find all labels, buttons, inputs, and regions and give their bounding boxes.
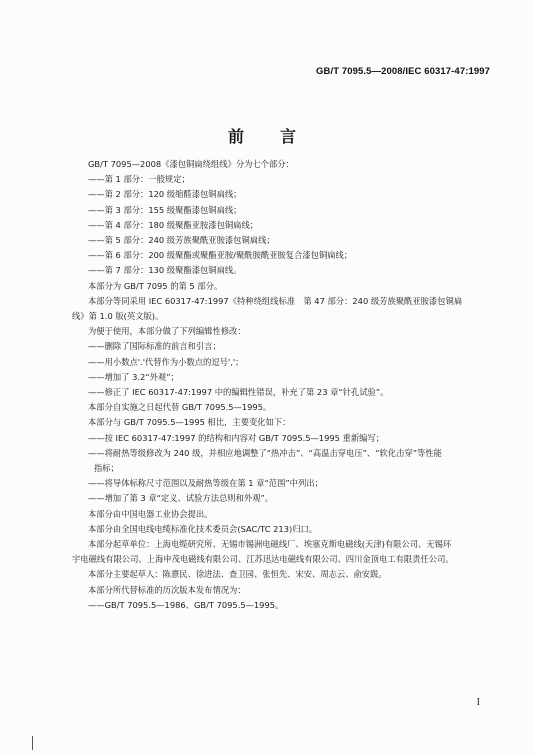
paragraph: 本部分所代替标准的历次版本发布情况为： xyxy=(88,584,246,595)
list-item: ——按 IEC 60317-47:1997 的结构和内容对 GB/T 7095.5—1995 重新编写； xyxy=(88,432,385,443)
list-item: ——增加了第 3 章“定义、试验方法总则和外观”。 xyxy=(88,493,274,504)
list-item: ——第 1 部分：一般规定； xyxy=(88,174,190,185)
list-item: ——GB/T 7095.5—1986、GB/T 7095.5—1995。 xyxy=(88,599,284,610)
foreword-body xyxy=(72,157,490,613)
list-item: ——第 3 部分：155 级聚酯漆包铜扁线； xyxy=(88,204,242,215)
paragraph: 本部分主要起草人：陈憙民、徐进法、查卫园、张恒先、宋安、周志云、俞安跋。 xyxy=(88,569,387,580)
page-title: 前 言 xyxy=(227,127,306,146)
paragraph: 本部分与 GB/T 7095.5—1995 相比，主要变化如下： xyxy=(88,417,291,428)
paragraph: 本部分由全国电线电缆标准化技术委员会(SAC/TC 213)归口。 xyxy=(88,523,318,534)
list-item: ——第 7 部分：130 级聚酯漆包铜扁线。 xyxy=(88,265,242,276)
list-item-continuation: 指标； xyxy=(94,463,119,474)
paragraph: 本部分自实施之日起代替 GB/T 7095.5—1995。 xyxy=(88,402,272,413)
list-item: ——删除了国际标准的前言和引言； xyxy=(88,341,221,352)
standard-number-header: GB/T 7095.5—2008/IEC 60317-47:1997 xyxy=(316,66,490,77)
paragraph: 本部分等同采用 IEC 60317-47:1997《特种绕组线标准 第 47 部分：240 级芳族聚酰亚胺漆包铜扁 xyxy=(88,295,463,306)
list-item: ——第 4 部分：180 级聚酯亚胺漆包铜扁线； xyxy=(88,219,259,230)
paragraph: 本部分为 GB/T 7095 的第 5 部分。 xyxy=(88,280,223,291)
paragraph-continuation: 宇电磁线有限公司、上海申茂电磁线有限公司、江苏迅达电磁线有限公司、四川金顶电工有限责任公司。 xyxy=(72,554,454,565)
list-item: ——将耐热等级修改为 240 级，并相应地调整了“热冲击”、“高温击穿电压”、“软化击穿”等性能 xyxy=(88,447,442,458)
paragraph: 本部分由中国电器工业协会提出。 xyxy=(88,508,213,519)
list-item: ——增加了 3.2“外观”； xyxy=(88,371,179,382)
list-item: ——修正了 IEC 60317-47:1997 中的编辑性错误，补充了第 23 章“针孔试验”。 xyxy=(88,387,389,398)
list-item: ——将导体标称尺寸范围以及耐热等级在第 1 章“范围”中列出； xyxy=(88,478,323,489)
list-item: ——第 5 部分：240 级芳族聚酰亚胺漆包铜扁线； xyxy=(88,235,275,246)
paragraph-continuation: 线》第 1.0 版(英文版)。 xyxy=(72,311,164,322)
paragraph: 本部分起草单位：上海电缆研究所、无锡市锡洲电磁线厂、埃塞克斯电磁线(天津)有限公司、无锡环 xyxy=(88,539,452,550)
list-item: ——第 6 部分：200 级聚酯或聚酯亚胺/聚酰胺酰亚胺复合漆包铜扁线； xyxy=(88,250,353,261)
paragraph: 为便于使用，本部分做了下列编辑性修改： xyxy=(88,326,246,337)
page-number: I xyxy=(476,697,480,708)
paragraph-intro: GB/T 7095—2008《漆包铜扁绕组线》分为七个部分： xyxy=(88,159,294,169)
list-item: ——用小数点'.'代替作为小数点的逗号','； xyxy=(88,356,244,367)
list-item: ——第 2 部分：120 级缩醛漆包铜扁线； xyxy=(88,189,242,200)
scan-edge-mark xyxy=(32,736,41,750)
